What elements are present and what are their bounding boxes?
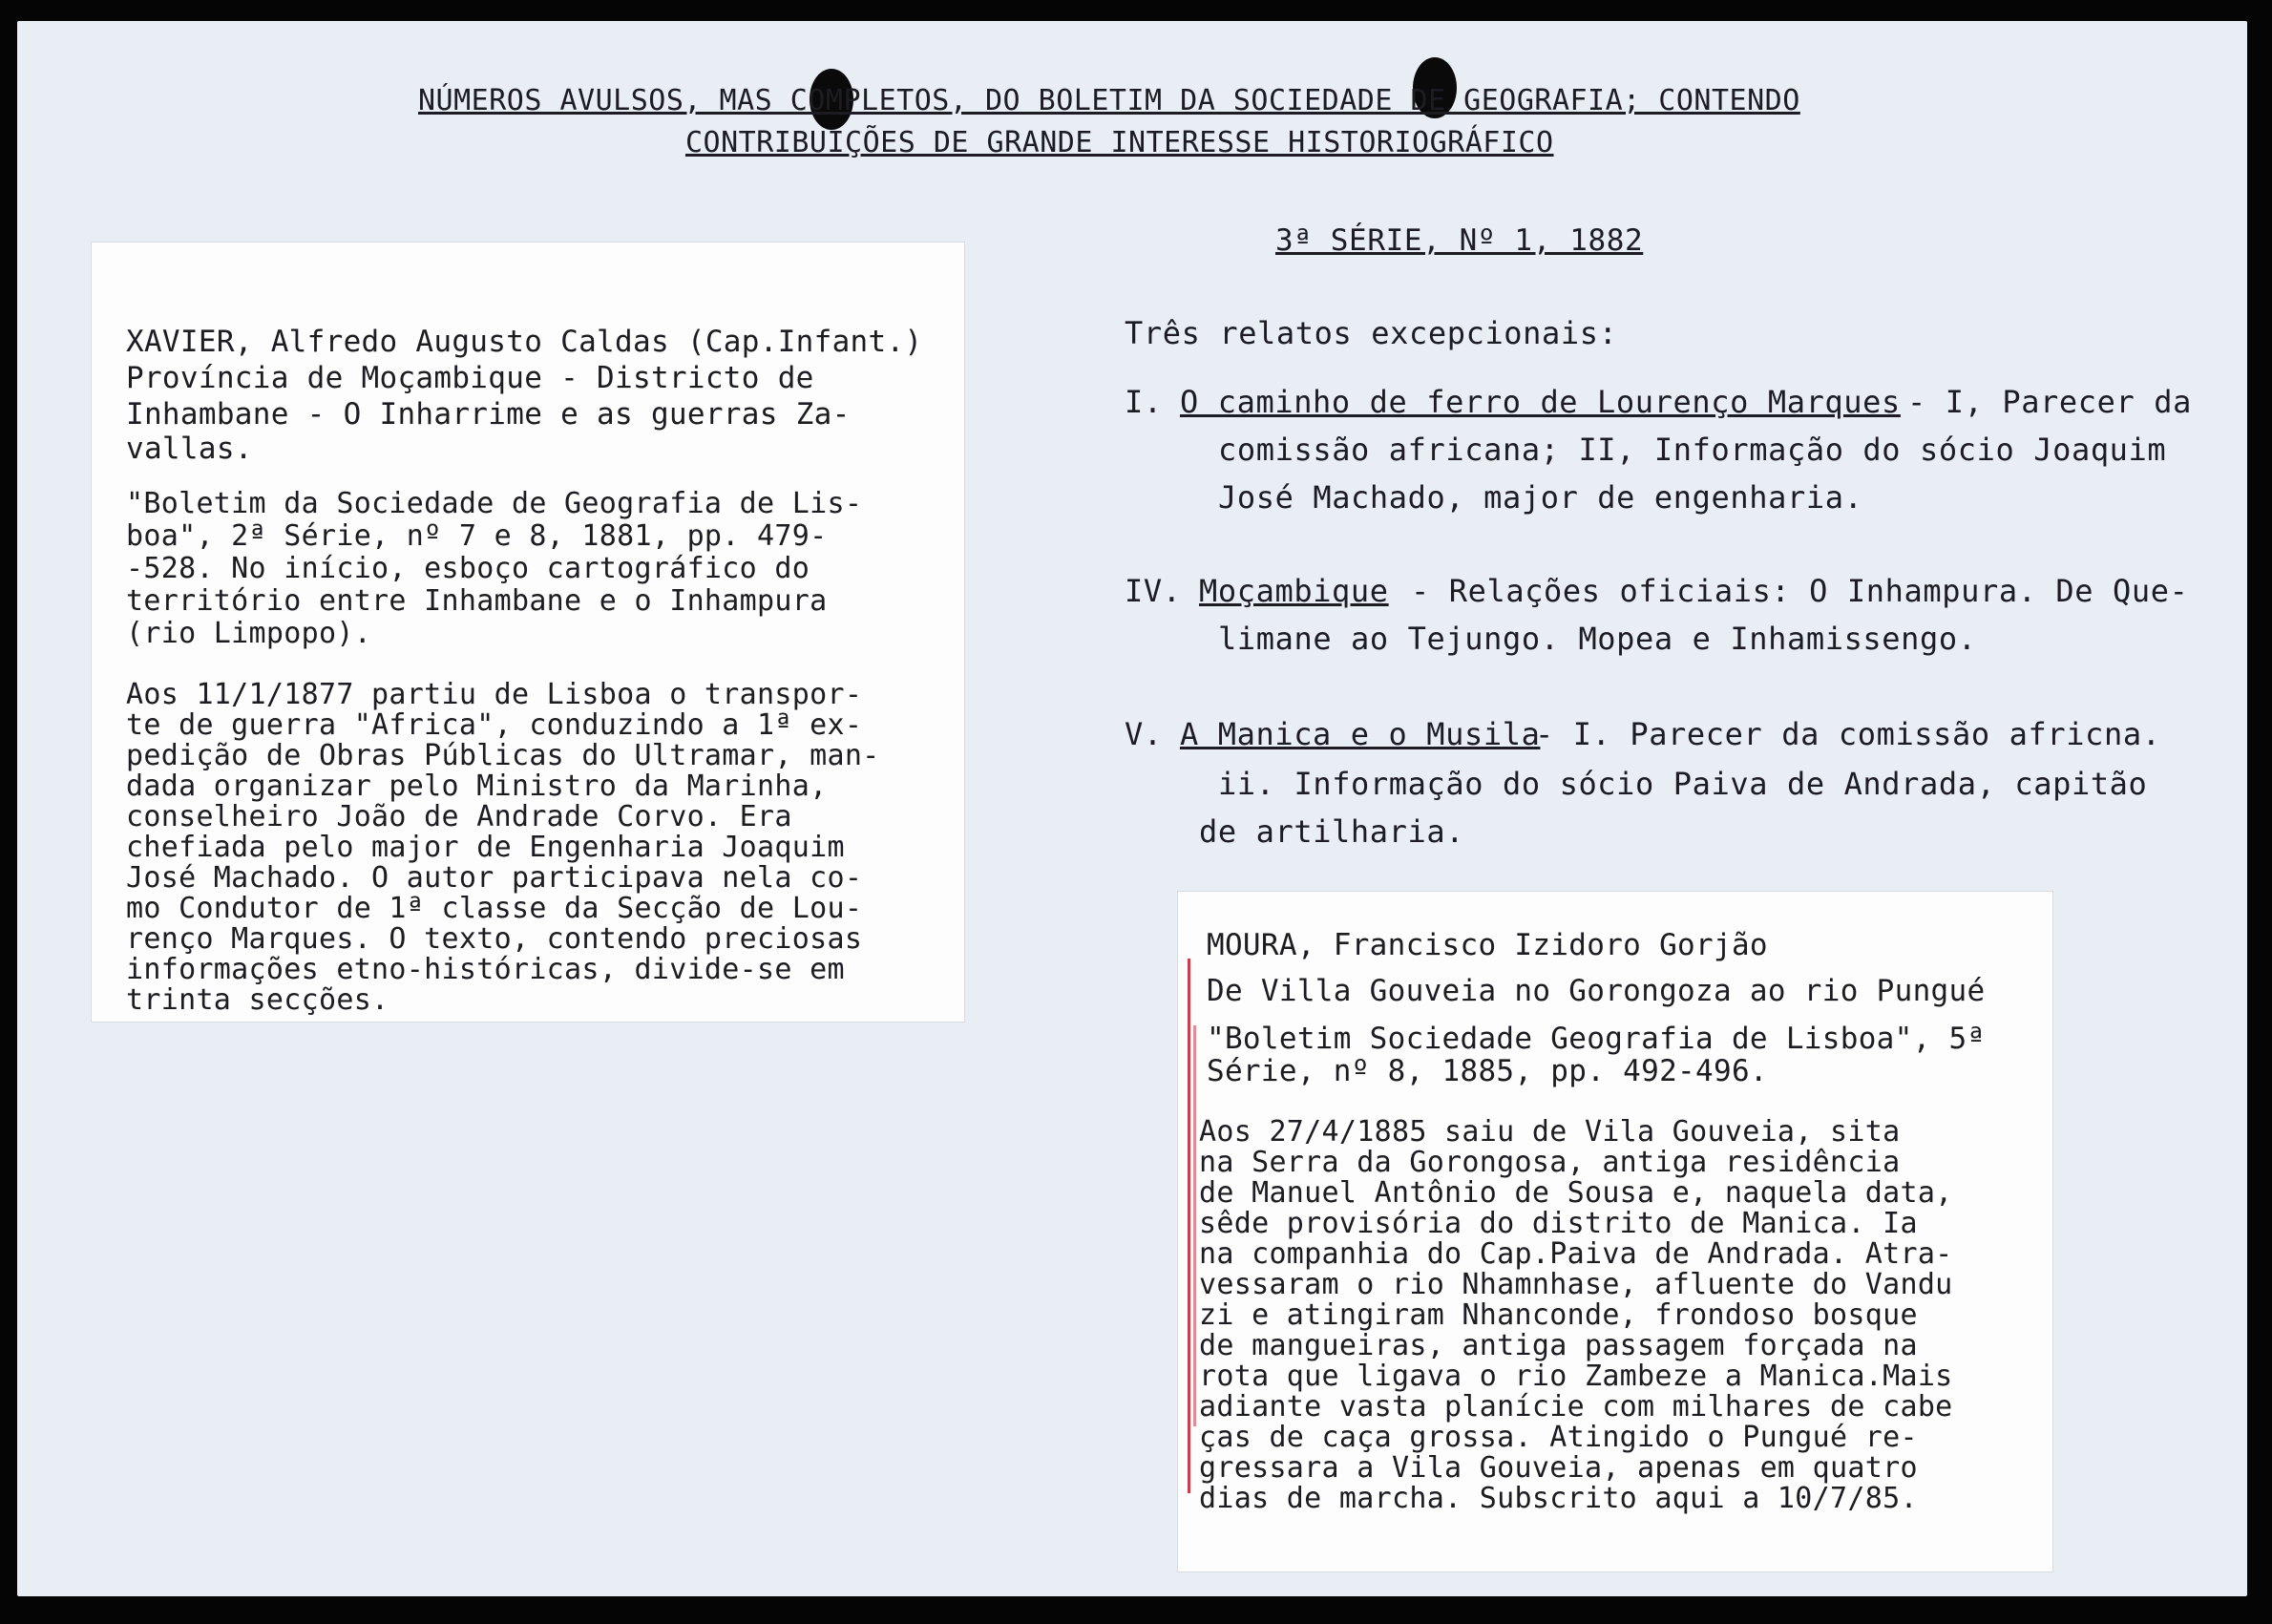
card-body-line: Aos 27/4/1885 saiu de Vila Gouveia, sita — [1199, 1115, 1901, 1149]
header-line-2: CONTRIBUIÇÕES DE GRANDE INTERESSE HISTORIOGRÁFICO — [685, 126, 1554, 159]
card-body-line: trinta secções. — [126, 983, 389, 1017]
card-body-line: gressara a Vila Gouveia, apenas em quatro — [1199, 1451, 1918, 1485]
card-body-line: conselheiro João de Andrade Corvo. Era — [126, 800, 792, 833]
card-title-line: Província de Moçambique - Districto de — [126, 361, 814, 395]
card-author: XAVIER, Alfredo Augusto Caldas (Cap.Infant.) — [126, 325, 923, 359]
item-number: IV. — [1125, 573, 1182, 609]
card-body-line: José Machado. O autor participava nela co- — [126, 861, 863, 895]
card-body-line: te de guerra "Africa", conduzindo a 1ª ex- — [126, 708, 863, 742]
item-number: V. — [1125, 716, 1163, 752]
item-text-line: limane ao Tejungo. Mopea e Inhamissengo. — [1218, 621, 1977, 657]
card-body-line: de mangueiras, antiga passagem forçada na — [1199, 1329, 1918, 1362]
index-card-xavier — [92, 243, 964, 1022]
card-ref-line: território entre Inhambane e o Inhampura — [126, 584, 828, 618]
card-body-line: dada organizar pelo Ministro da Marinha, — [126, 770, 828, 803]
card-body-line: na companhia do Cap.Paiva de Andrada. Atra- — [1199, 1237, 1953, 1271]
intro-text: Três relatos excepcionais: — [1125, 315, 1618, 351]
item-title: O caminho de ferro de Lourenço Marques — [1180, 384, 1901, 420]
item-text-line: de artilharia. — [1199, 813, 1465, 850]
item-text-line: - I. Parecer da comissão africna. — [1535, 716, 2161, 752]
card-body-line: informações etno-históricas, divide-se em — [126, 953, 845, 986]
card-ref-line: -528. No início, esboço cartográfico do — [126, 552, 810, 585]
item-title: A Manica e o Musila — [1180, 716, 1541, 752]
card-title-line: vallas. — [126, 432, 253, 466]
item-text-line: José Machado, major de engenharia. — [1218, 479, 1863, 516]
card-body-line: pedição de Obras Públicas do Ultramar, man- — [126, 739, 880, 772]
card-body-line: na Serra da Gorongosa, antiga residência — [1199, 1146, 1901, 1179]
card-ref-line: (rio Limpopo). — [126, 617, 372, 650]
item-text-line: ii. Informação do sócio Paiva de Andrada, capitão — [1218, 766, 2148, 802]
card-body-line: renço Marques. O texto, contendo preciosas — [126, 922, 863, 956]
card-body-line: sêde provisória do distrito de Manica. Ia — [1199, 1207, 1918, 1240]
card-body-line: dias de marcha. Subscrito aqui a 10/7/85. — [1199, 1482, 1918, 1515]
item-text-line: - Relações oficiais: O Inhampura. De Que- — [1411, 573, 2189, 609]
card-body-line: rota que ligava o rio Zambeze a Manica.Mais — [1199, 1360, 1953, 1393]
document-sheet — [17, 21, 2247, 1596]
index-card-moura — [1178, 892, 2052, 1571]
card-title-line: Inhambane - O Inharrime e as guerras Za- — [126, 397, 851, 432]
card-ref-line: "Boletim Sociedade Geografia de Lisboa", 5ª — [1207, 1022, 1986, 1056]
item-text-line: comissão africana; II, Informação do sócio Joaquim — [1218, 432, 2167, 468]
card-body-line: vessaram o rio Nhamnhase, afluente do Vandu — [1199, 1268, 1953, 1301]
item-title: Moçambique — [1199, 573, 1389, 609]
card-ref-line: "Boletim da Sociedade de Geografia de Lis- — [126, 487, 863, 520]
margin-red-line — [1188, 959, 1190, 1493]
card-body-line: chefiada pelo major de Engenharia Joaquim — [126, 831, 845, 864]
card-author: MOURA, Francisco Izidoro Gorjão — [1207, 928, 1768, 962]
card-body-line: adiante vasta planície com milhares de cabe — [1199, 1390, 1953, 1424]
margin-red-line — [1193, 1025, 1196, 1426]
card-body-line: mo Condutor de 1ª classe da Secção de Lou- — [126, 892, 863, 925]
header-line-1: NÚMEROS AVULSOS, MAS COMPLETOS, DO BOLETIM DA SOCIEDADE DE GEOGRAFIA; CONTENDO — [418, 84, 1800, 117]
card-ref-line: boa", 2ª Série, nº 7 e 8, 1881, pp. 479- — [126, 519, 828, 553]
item-text-line: - I, Parecer da — [1907, 384, 2192, 420]
card-body-line: Aos 11/1/1877 partiu de Lisboa o transpor- — [126, 678, 863, 711]
card-title-line: De Villa Gouveia no Gorongoza ao rio Pungué — [1207, 974, 1986, 1008]
card-body-line: zi e atingiram Nhanconde, frondoso bosque — [1199, 1298, 1918, 1332]
card-body-line: ças de caça grossa. Atingido o Pungué re- — [1199, 1421, 1918, 1454]
card-ref-line: Série, nº 8, 1885, pp. 492-496. — [1207, 1054, 1768, 1088]
item-number: I. — [1125, 384, 1163, 420]
series-heading: 3ª SÉRIE, Nº 1, 1882 — [1275, 223, 1644, 258]
card-body-line: de Manuel Antônio de Sousa e, naquela data, — [1199, 1176, 1953, 1210]
